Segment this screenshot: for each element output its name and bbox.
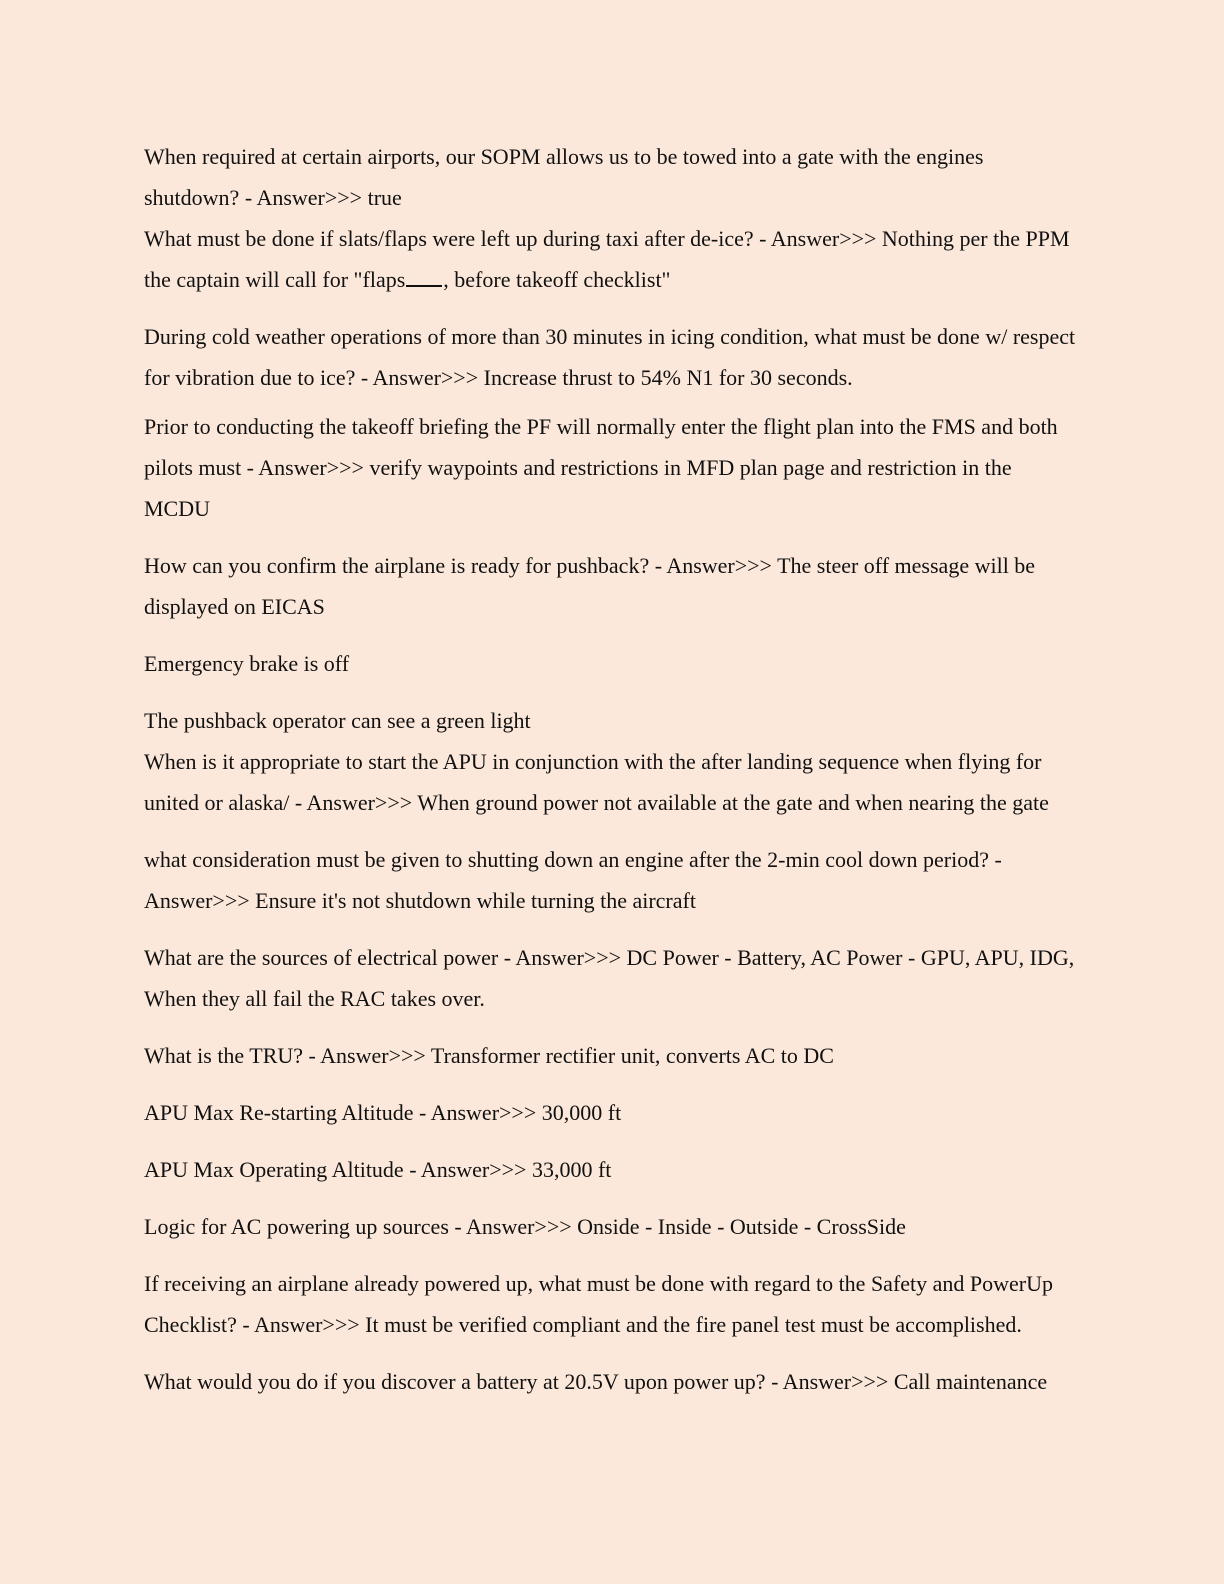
qa-pushback-green-light: The pushback operator can see a green light (144, 708, 531, 733)
qa-battery-voltage: What would you do if you discover a battery at 20.5V upon power up? - Answer>>> Call maintenance (144, 1369, 1048, 1394)
qa-slats-flaps-deice (144, 218, 1079, 300)
qa-engine-cool-down: what consideration must be given to shutting down an engine after the 2-min cool down period? - Answer>>> Ensure it's not shutdown while turning the aircraft (144, 847, 1002, 913)
qa-apu-after-landing: When is it appropriate to start the APU in conjunction with the after landing sequence when flying for united or alaska/ - Answer>>> When ground power not available at the gate and when nearing the gate (144, 749, 1049, 815)
qa-apu-operating-altitude: APU Max Operating Altitude - Answer>>> 33,000 ft (144, 1157, 612, 1182)
qa-cold-weather-vibration: During cold weather operations of more than 30 minutes in icing condition, what must be done w/ respect for vibration due to ice? - Answer>>> Increase thrust to 54% N1 for 30 seconds. (144, 324, 1076, 390)
document-content (144, 136, 1079, 1402)
qa-safety-powerup-checklist: If receiving an airplane already powered up, what must be done with regard to the Safety and PowerUp Checklist? - Answer>>> It must be verified compliant and the fire panel test must be accomplished. (144, 1271, 1054, 1337)
qa-ready-for-pushback: How can you confirm the airplane is ready for pushback? - Answer>>> The steer off message will be displayed on EICAS (144, 553, 1036, 619)
fill-in-blank (406, 284, 442, 287)
qa-electrical-power-sources: What are the sources of electrical power - Answer>>> DC Power - Battery, AC Power - GPU, APU, IDG, When they all fail the RAC takes over. (144, 945, 1075, 1011)
qa-apu-restart-altitude: APU Max Re-starting Altitude - Answer>>> 30,000 ft (144, 1100, 622, 1125)
qa-slats-flaps-text-end: , before takeoff checklist" (443, 267, 671, 292)
qa-slats-flaps-text: What must be done if slats/flaps were left up during taxi after de-ice? - Answer>>> Nothing per the PPM the captain will call for "flaps (144, 226, 1070, 292)
qa-tru: What is the TRU? - Answer>>> Transformer rectifier unit, converts AC to DC (144, 1043, 834, 1068)
qa-ac-powering-logic: Logic for AC powering up sources - Answer>>> Onside - Inside - Outside - CrossSide (144, 1214, 906, 1239)
qa-takeoff-briefing-fms: Prior to conducting the takeoff briefing the PF will normally enter the flight plan into the FMS and both pilots must - Answer>>> verify waypoints and restrictions in MFD plan page and restriction in the MCDU (144, 414, 1058, 521)
qa-towed-into-gate: When required at certain airports, our SOPM allows us to be towed into a gate with the engines shutdown? - Answer>>> true (144, 144, 984, 210)
qa-emergency-brake: Emergency brake is off (144, 651, 350, 676)
